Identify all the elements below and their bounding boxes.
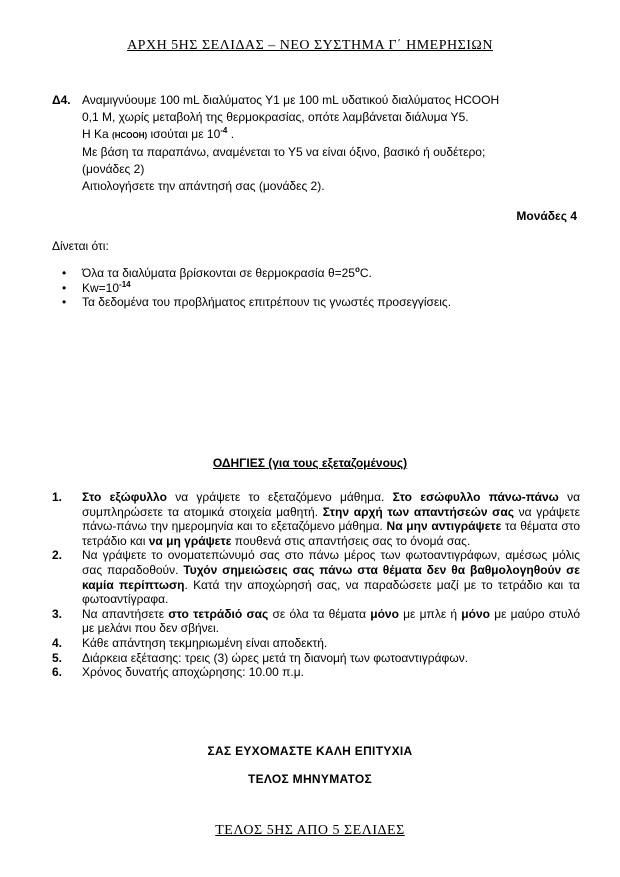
instruction-bold: Να μην αντιγράψετε <box>386 519 502 534</box>
instruction-item-6 <box>52 665 580 680</box>
instruction-number: 2. <box>52 548 63 563</box>
instruction-bold: Στην αρχή των απαντήσεών σας <box>322 504 515 519</box>
instructions-title <box>0 456 620 470</box>
instruction-number: 5. <box>52 650 63 665</box>
given-list <box>62 266 582 310</box>
instruction-number: 1. <box>52 490 63 504</box>
instruction-bold: μόνο <box>370 606 399 621</box>
instruction-number: 4. <box>52 635 63 650</box>
ka-subscript: (HCOOH) <box>112 131 148 140</box>
instruction-text: . Κατά την αποχώρησή σας, να παραδώσετε μαζί με το τετράδιο και τα φωτοαντίγραφα. <box>82 577 580 607</box>
page-header-text: ΑΡΧΗ 5ΗΣ ΣΕΛΙΔΑΣ – ΝΕΟ ΣΥΣΤΗΜΑ Γ΄ ΗΜΕΡΗΣΙΩΝ <box>127 38 493 53</box>
given-temp-text: Όλα τα διαλύματα βρίσκονται σε θερμοκρασία θ=25 <box>82 266 355 280</box>
instruction-text: Να απαντήσετε <box>82 606 169 621</box>
page-footer-text: ΤΕΛΟΣ 5ΗΣ ΑΠΟ 5 ΣΕΛΙΔΕΣ <box>215 823 405 838</box>
ka-middle: ισούται με 10 <box>150 127 221 141</box>
given-intro: Δίνεται ότι: <box>52 239 109 253</box>
instruction-bold: να μη γράψετε <box>148 533 232 548</box>
instruction-text: Να γράψετε το ονοματεπώνυμό σας στο πάνω μέρος των φωτοαντιγράφων, αμέσως μόλις σας παραδοθούν. <box>82 548 580 577</box>
question-label: Δ4. <box>52 93 71 107</box>
instruction-text: σε όλα τα θέματα <box>268 606 371 621</box>
question-d4 <box>52 92 577 195</box>
instruction-item-2 <box>52 548 580 606</box>
question-line-6: Αιτιολογήσετε την απάντησή σας (μονάδες 2). <box>82 179 325 193</box>
instruction-bold: Τυχόν σημειώσεις σας πάνω στα θέματα δεν θα βαθμολογηθούν σε καμία περίπτωση <box>82 562 580 592</box>
given-kw-text: Κw=10 <box>82 280 120 295</box>
ka-suffix: . <box>230 127 235 141</box>
marks-label: Μονάδες 4 <box>516 209 577 223</box>
instruction-text: με μαύρο στυλό με μελάνι που δεν σβήνει. <box>82 606 581 636</box>
given-item-temperature <box>62 266 582 281</box>
closing-end-message: ΤΕΛΟΣ ΜΗΝΥΜΑΤΟΣ <box>247 772 373 786</box>
instruction-text: να συμπληρώσετε τα ατομικά στοιχεία μαθητή. <box>82 490 581 519</box>
instruction-text: πουθενά στις απαντήσεις σας το όνομά σας. <box>231 533 471 548</box>
instruction-bold: στο τετράδιό σας <box>168 606 269 621</box>
instruction-bold: μόνο <box>461 606 490 621</box>
instruction-text: να γράψετε πάνω-πάνω την ημερομηνία και το εξεταζόμενο μάθημα. <box>82 504 581 534</box>
instruction-item-4 <box>52 636 580 651</box>
question-ka-line <box>82 126 577 144</box>
page-header <box>0 38 620 54</box>
instruction-item-3 <box>52 607 580 636</box>
page-footer <box>0 823 620 839</box>
instruction-text: να γράψετε το εξεταζόμενο μάθημα. <box>166 490 393 504</box>
instruction-number: 6. <box>52 665 63 680</box>
question-line-5: (μονάδες 2) <box>82 162 145 176</box>
kw-exponent: -14 <box>119 279 131 289</box>
instruction-bold: Στο εσώφυλλο πάνω-πάνω <box>392 490 559 504</box>
closing-wish: ΣΑΣ ΕΥΧΟΜΑΣΤΕ ΚΑΛΗ ΕΠΙΤΥΧΙΑ <box>207 744 413 758</box>
instruction-text: Χρόνος δυνατής αποχώρησης: 10.00 π.μ. <box>82 665 305 680</box>
instructions-list <box>52 490 580 680</box>
instruction-text: Διάρκεια εξέτασης: τρεις (3) ώρες μετά τη διανομή των φωτοαντιγράφων. <box>82 650 469 665</box>
instructions-title-text: ΟΔΗΓΙΕΣ (για τους εξεταζομένους) <box>212 456 408 470</box>
instruction-number: 3. <box>52 606 63 621</box>
question-line-4: Με βάση τα παραπάνω, αναμένεται το Υ5 να είναι όξινο, βασικό ή ουδέτερο; <box>82 145 486 159</box>
given-item-kw <box>62 281 582 296</box>
instruction-item-5 <box>52 651 580 666</box>
instruction-item-1 <box>52 490 580 548</box>
given-temp-unit: C. <box>359 266 372 280</box>
degree-symbol: ο <box>354 265 360 274</box>
given-item-approximations: • Τα δεδομένα του προβλήματος επιτρέπουν τις γνωστές προσεγγίσεις. <box>62 295 582 310</box>
question-line-2: 0,1 Μ, χωρίς μεταβολή της θερμοκρασίας, οπότε λαμβάνεται διάλυμα Υ5. <box>82 110 469 124</box>
instruction-text: Κάθε απάντηση τεκμηριωμένη είναι αποδεκτή. <box>82 635 328 650</box>
question-line-1: Αναμιγνύουμε 100 mL διαλύματος Υ1 με 100 mL υδατικού διαλύματος HCOOH <box>82 93 500 107</box>
ka-exponent: -4 <box>220 126 228 135</box>
question-body <box>82 92 577 195</box>
instruction-text: με μπλε ή <box>398 606 462 621</box>
instruction-text: τα θέματα στο τετράδιο και <box>82 519 580 548</box>
instruction-bold: Στο εξώφυλλο <box>82 490 167 504</box>
ka-prefix: Η Κa <box>82 127 109 141</box>
